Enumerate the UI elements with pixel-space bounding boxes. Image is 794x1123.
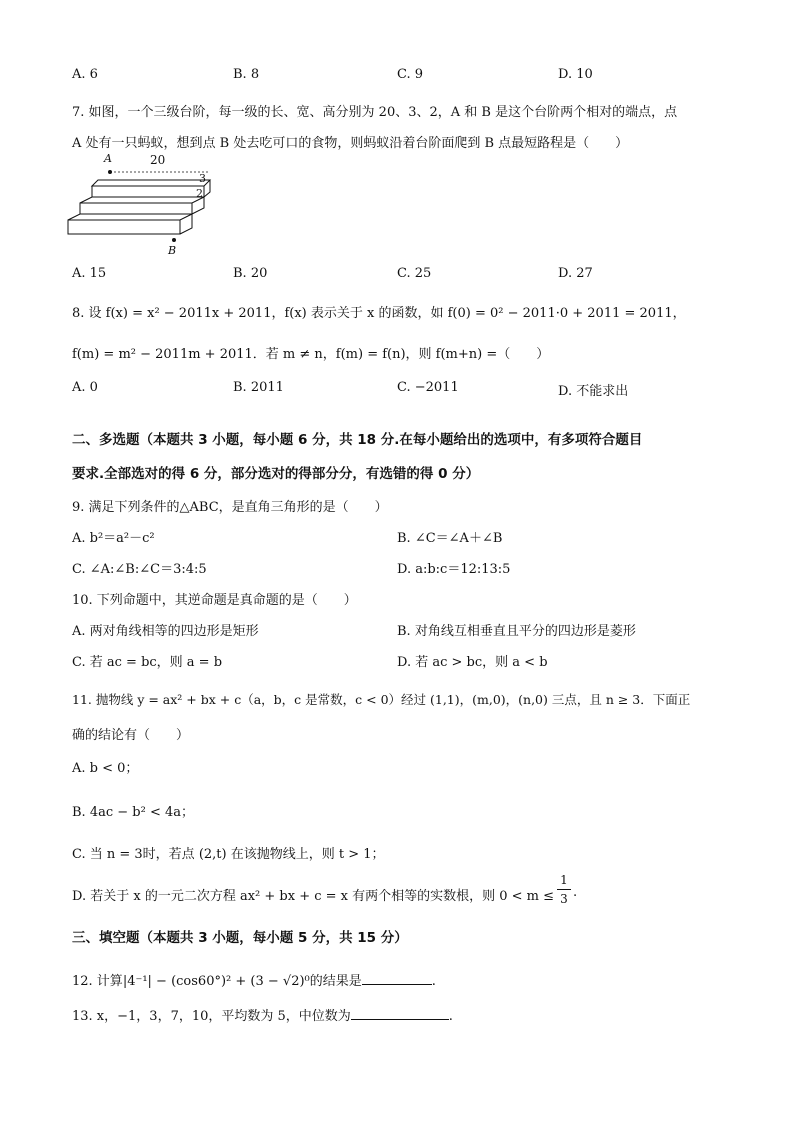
q6-option-d: D. 10 [558,67,593,82]
q8-option-a: A. 0 [72,380,98,395]
q8-option-c: C. −2011 [397,380,459,395]
q11-stem-line1: 11. 抛物线 y = ax² + bx + c（a，b，c 是常数，c < 0）经过 (1,1)，(m,0)，(n,0) 三点，且 n ≥ 3．下面正 [72,692,691,707]
q11-option-d: D. 若关于 x 的一元二次方程 ax² + bx + c = x 有两个相等的实数根，则 0 < m ≤ [72,889,555,904]
q9-option-d: D. a:b:c＝12:13:5 [397,562,511,577]
q11-fraction-numerator: 1 [560,873,568,887]
figure-label-b: B [168,244,177,257]
q12-suffix: 的结果是 [309,974,362,989]
q11-fraction-denominator: 3 [560,892,568,906]
q9-stem: 9. 满足下列条件的△ABC，是直角三角形的是（ ） [72,500,388,515]
q8-stem-line1: 8. 设 f(x) = x² − 2011x + 2011，f(x) 表示关于 x 的函数，如 f(0) = 0² − 2011·0 + 2011 = 2011， [72,306,686,321]
section2-heading-line2: 要求.全部选对的得 6 分，部分选对的得部分分，有选错的得 0 分） [72,466,480,482]
figure-label-length: 20 [150,153,166,167]
q9-option-b: B. ∠C＝∠A＋∠B [397,531,503,546]
q7-option-a: A. 15 [72,266,107,281]
section3-heading: 三、填空题（本题共 3 小题，每小题 5 分，共 15 分） [72,930,408,946]
q7-option-c: C. 25 [397,266,432,281]
section2-heading-line1: 二、多选题（本题共 3 小题，每小题 6 分，共 18 分.在每小题给出的选项中，有多项符合题目 [72,432,643,448]
q8-option-d: D. 不能求出 [558,384,629,399]
q12-prefix: 12. 计算 [72,974,123,989]
q10-option-c: C. 若 ac = bc，则 a = b [72,655,223,670]
q12-expression: |4⁻¹| − (cos60°)² + (3 − √2)⁰ [122,974,310,989]
q11-fraction-bar [557,889,571,890]
figure-label-width: 3 [199,172,206,185]
q11-option-a: A. b < 0； [72,761,139,776]
q13-text: 13. x，−1，3，7，10，平均数为 5，中位数为 [72,1009,351,1024]
figure-label-height: 2 [196,187,203,200]
q6-option-c: C. 9 [397,67,424,82]
q8-option-b: B. 2011 [233,380,284,395]
q10-option-a: A. 两对角线相等的四边形是矩形 [72,624,259,639]
q12-line [72,970,436,989]
q11-option-c: C. 当 n = 3时，若点 (2,t) 在该抛物线上，则 t > 1； [72,847,385,862]
q7-stem-line1: 7. 如图，一个三级台阶，每一级的长、宽、高分别为 20、3、2，A 和 B 是这个台阶两个相对的端点，点 [72,105,678,120]
q10-option-d: D. 若 ac > bc，则 a < b [397,655,548,670]
q13-answer-blank[interactable] [351,1007,449,1020]
q10-option-b: B. 对角线互相垂直且平分的四边形是菱形 [397,624,636,639]
q10-stem: 10. 下列命题中，其逆命题是真命题的是（ ） [72,593,357,608]
q11-stem-line2: 确的结论有（ ） [72,728,190,743]
q9-option-c: C. ∠A:∠B:∠C＝3:4:5 [72,562,207,577]
q13-end: . [448,1009,453,1024]
q11-option-d-end: . [573,885,578,900]
figure-label-a: A [104,152,112,165]
q7-stem-line2: A 处有一只蚂蚁，想到点 B 处去吃可口的食物，则蚂蚁沿着台阶面爬到 B 点最短路程是（ ） [72,136,629,151]
q9-option-a: A. b²＝a²－c² [72,531,155,546]
q12-answer-blank[interactable] [362,972,432,985]
q13-line [72,1005,453,1024]
q7-option-d: D. 27 [558,266,593,281]
q11-option-b: B. 4ac − b² < 4a； [72,805,194,820]
q12-end: . [431,974,436,989]
q7-option-b: B. 20 [233,266,268,281]
q6-option-a: A. 6 [72,67,98,82]
staircase-figure [70,150,210,262]
q6-option-b: B. 8 [233,67,260,82]
q8-stem-line2: f(m) = m² − 2011m + 2011．若 m ≠ n，f(m) = f(n)，则 f(m+n) =（ ） [72,347,550,362]
